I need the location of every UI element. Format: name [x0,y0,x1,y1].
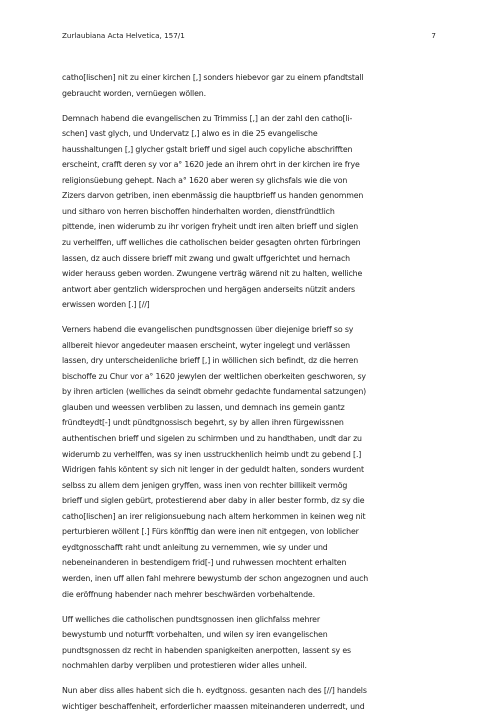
text-line: zu verhelffen, uff welliches die catholischen beider gesagten ohrten fürbringen [62,237,361,247]
text-line: pundtsgnossen dz recht in habenden spanigkeiten anerpotten, lassent sy es [62,645,351,655]
paragraph [62,322,438,602]
text-line: catho[lischen] nit zu einer kirchen [,] sonders hiebevor gar zu einem pfandtstall [62,73,364,82]
text-line: eydtgnosschafft raht undt anleitung zu vernemmen, wie sy under und [62,542,328,552]
running-title: Zurlaubiana Acta Helvetica, 157/1 [62,31,185,40]
text-line: lassen, dry unterscheidenliche brieff [,] in wöllichen sich befindt, dz die herren [62,356,359,366]
text-line: religionsüebung gehept. Nach a° 1620 aber weren sy glichsfals wie die von [62,175,348,185]
text-line: erwissen worden [.] [//] [62,300,150,310]
text-line: pittende, inen widerumb zu ihr vorigen fryheit undt iren alten brieff und siglen [62,222,359,232]
text-line: authentischen brieff und sigelen zu schirmben und zu handthaben, undt dar zu [62,434,362,444]
text-line: die eröffnung habender nach mehrer beschwärden vorbehaltende. [62,589,315,599]
text-line: nochmahlen darby verpliben und protestieren wider alles unheil. [62,661,307,671]
text-line: perturbieren wöllent [.] Fürs könfftig dan were inen nit entgegen, von loblicher [62,527,359,537]
text-line: allbereit hievor angedeuter maasen erscheint, wyter ingelegt und verlässen [62,340,350,350]
text-line: antwort aber gentzlich widersprochen und hergägen anderseits nützit anders [62,284,355,294]
text-line: glauben und weessen verbliben zu lassen, und demnach ins gemein gantz [62,402,345,412]
text-line: Verners habend die evangelischen pundtsgnossen über diejenige brieff so sy [62,325,354,335]
text-line: Widrigen fahls köntent sy sich nit lenger in der geduldt halten, sonders wurdent [62,465,364,475]
text-line: Uff welliches die catholischen pundtsgnossen inen glichfalss mehrer [62,614,320,624]
text-line: bewystumb und noturfft vorbehalten, und wilen sy iren evangelischen [62,630,328,640]
paragraph [62,612,438,674]
text-line: hausshaltungen [,] glycher gstalt brieff und sigel auch copyliche abschrifften [62,144,353,154]
body-text [62,70,438,724]
paragraph [62,111,438,313]
text-line: wichtiger beschaffenheit, erforderlicher maassen miteinanderen underredt, und [62,701,365,711]
text-line: Zizers darvon getriben, inen ebenmässig die hauptbrieff us handen genommen [62,191,364,201]
page-header [62,30,436,42]
text-line: catho[lischen] an irer religionsuebung nach altem herkommen in keinen weg nit [62,511,366,521]
text-line: by ihren articlen (welliches da seindt obmehr gedachte fundamental satzungen) [62,387,367,397]
text-line: Demnach habend die evangelischen zu Trimmiss [,] an der zahl den catho[li- [62,113,353,123]
text-line: gebraucht worden, vernüegen wöllen. [62,88,206,98]
page-number: 7 [431,31,436,40]
text-line: schen] vast glych, und Undervatz [,] alwo es in die 25 evangelische [62,129,318,139]
text-line: widerumb zu verhelffen, was sy inen usstruckhenlich heimb undt zu gebend [.] [62,449,362,459]
text-line: Nun aber diss alles habent sich die h. eydtgnoss. gesanten nach des [//] handels [62,686,367,696]
paragraph [62,683,438,714]
text-line: erscheint, crafft deren sy vor a° 1620 jede an ihrem ohrt in der kirchen ire frye [62,160,360,170]
paragraph [62,70,438,101]
text-line: werden, inen uff allen fahl mehrere bewystumb der schon angezognen und auch [62,573,369,583]
text-line: fründteydt[-] undt pündtgnossisch begehrt, sy by allen ihren fürgewissnen [62,418,344,428]
text-line: und sitharo von herren bischoffen hinderhalten worden, dienstfründtlich [62,206,335,216]
text-line: wider herauss geben worden. Zwungene verträg wärend nit zu halten, welliche [62,269,363,279]
text-line: brieff und siglen gebürt, protestierend aber daby in aller bester formb, dz sy die [62,496,365,506]
text-line: lassen, dz auch dissere brieff mit zwang und gwalt uffgerichtet und hernach [62,253,350,263]
text-line: selbss zu allem dem jenigen gryffen, wass inen von rechter billikeit vermög [62,480,348,490]
text-line: bischoffe zu Chur vor a° 1620 jewylen der weltlichen oberkeiten geschworen, sy [62,371,366,381]
text-line: nebeneinanderen in bestendigem frid[-] und ruhwessen mochtent erhalten [62,558,347,568]
